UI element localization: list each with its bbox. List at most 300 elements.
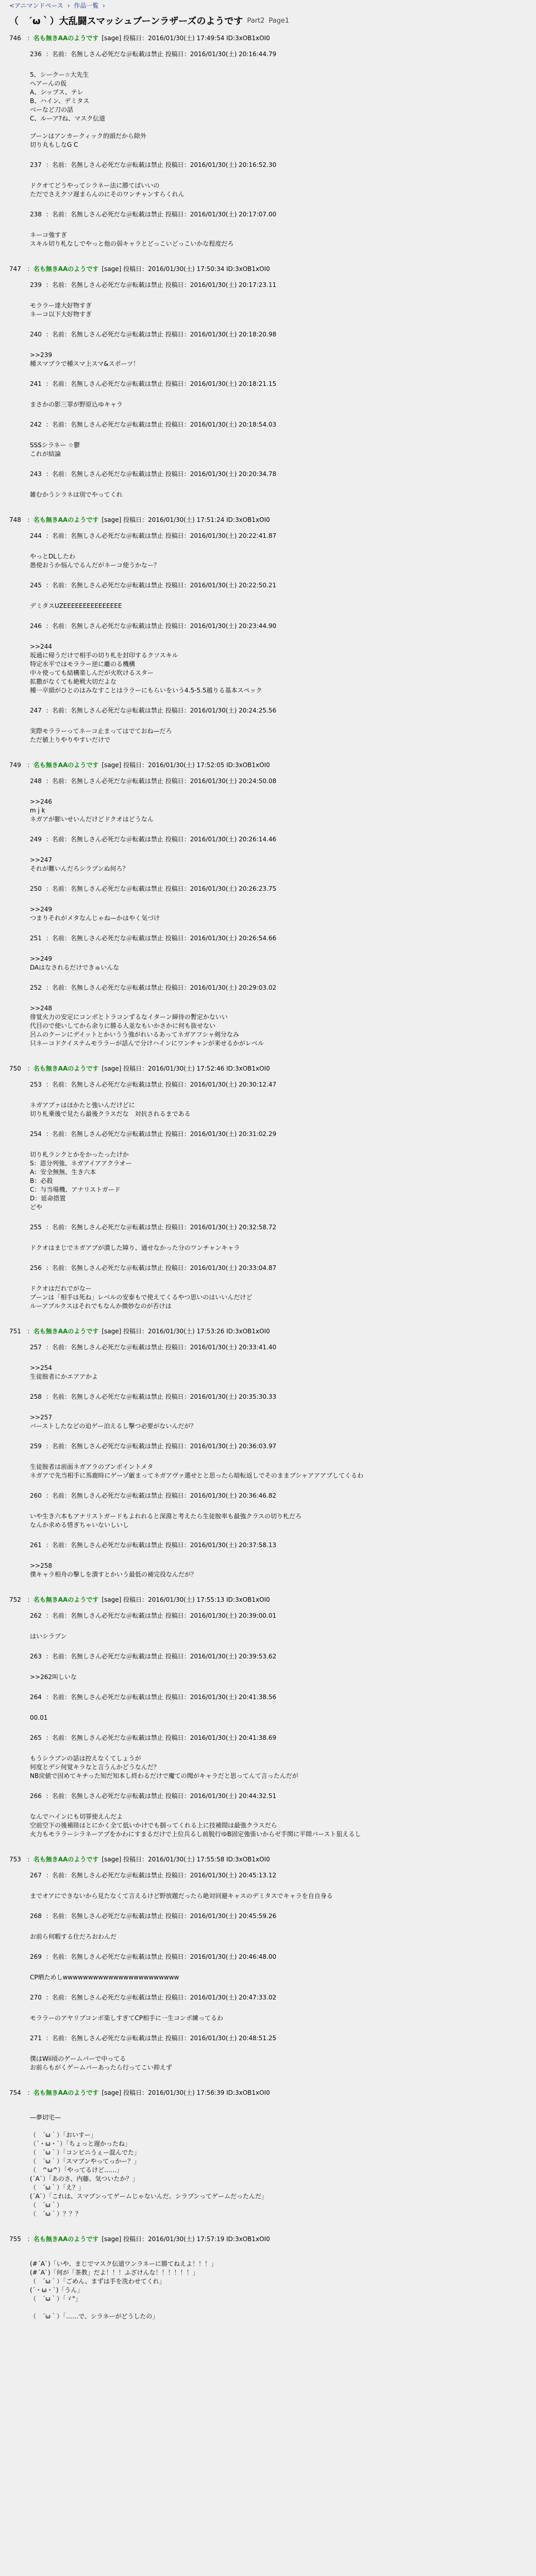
reply-text-line: 何度とデシ何覚キラなと言うんかどうなんだ？	[30, 1764, 160, 1771]
reply-header: 254 ：名前：名無しさん必死だな＠転載は禁止 投稿日：2016/01/30(土) 20:31:02.29	[30, 1130, 277, 1138]
reply-text-line: 切り札乗後で見たら最後クラスだな 対抗されるまである	[30, 1110, 191, 1117]
reply-text-line	[30, 1883, 527, 1892]
reply-meta: 投稿日：2016/01/30(土) 20:39:00.01	[165, 1612, 277, 1619]
reply-number: 267	[30, 1872, 42, 1879]
breadcrumb-separator: ›	[103, 2, 105, 9]
post-number: 754	[9, 2089, 21, 2096]
reply-header: 239 ：名前：名無しさん必死だな＠転載は禁止 投稿日：2016/01/30(土) 20:17:23.11	[30, 281, 277, 289]
reply-text-line: ネーコ強すぎ	[30, 231, 68, 239]
reply-header: 246 ：名前：名無しさん必死だな＠転載は禁止 投稿日：2016/01/30(土) 20:23:44.90	[30, 622, 277, 630]
reply-text-line: ネーコ以下大好物すぎ	[30, 311, 92, 318]
reply-name: 名前：名無しさん必死だな＠転載は禁止	[52, 1872, 163, 1879]
reply-meta: 投稿日：2016/01/30(土) 20:24:25.56	[165, 707, 277, 714]
reply-number: 247	[30, 707, 42, 714]
reply-meta: 投稿日：2016/01/30(土) 20:16:44.79	[165, 50, 277, 58]
reply-text-line: いや生き六本もアナリストガードもよれれると深淵と考えたら生徒胺率も最強クラスの切り札だろ	[30, 1513, 302, 1520]
reply-text-line	[30, 1503, 527, 1512]
reply-block	[9, 2247, 527, 2328]
reply-text-line: >>239	[30, 351, 53, 359]
reply-name: 名前：名無しさん必死だな＠転載は禁止	[52, 984, 163, 991]
post-number: 752	[9, 1596, 21, 1603]
reply-name: 名前：名無しさん必死だな＠転載は禁止	[52, 1081, 163, 1088]
reply-header: 260 ：名前：名無しさん必死だな＠転載は禁止 投稿日：2016/01/30(土) 20:36:46.82	[30, 1492, 277, 1499]
reply-text-line: SSSシラネー ☆鬱	[30, 442, 80, 449]
reply-name: 名前：名無しさん必死だな＠転載は禁止	[52, 582, 163, 589]
reply-text-line	[30, 896, 527, 905]
post-number: 753	[9, 1856, 21, 1863]
reply-text-line	[30, 1705, 527, 1714]
reply-name: 名前：名無しさん必死だな＠転載は禁止	[52, 1443, 163, 1450]
reply-name: 名前：名無しさん必死だな＠転載は禁止	[52, 622, 163, 630]
reply-header: 269 ：名前：名無しさん必死だな＠転載は禁止 投稿日：2016/01/30(土) 20:46:48.00	[30, 1953, 277, 1960]
reply-text-line: （ ´ω｀）？？？	[30, 2210, 82, 2217]
reply-number: 250	[30, 885, 42, 892]
reply-block	[9, 46, 527, 157]
thread-content	[0, 30, 536, 2333]
post-header: 754 ：名も無きAAのようです [sage] 投稿日：2016/01/30(土) 17:56:39 ID:3xOB1xOI0	[9, 2089, 270, 2096]
reply-number: 270	[30, 1994, 42, 2001]
reply-text-line: （ ´ω｀）「ゞ°」	[30, 2295, 82, 2302]
reply-text-line	[30, 1092, 527, 1101]
reply-text-line: （ ´ω｀）	[30, 2201, 63, 2209]
reply-name: 名前：名無しさん必死だな＠転載は禁止	[52, 707, 163, 714]
reply-header: 267 ：名前：名無しさん必死だな＠転載は禁止 投稿日：2016/01/30(土) 20:45:13.12	[30, 1872, 277, 1879]
reply-text-line: 拡撒がなくても絶戦大切だよな	[30, 678, 117, 685]
reply-meta: 投稿日：2016/01/30(土) 20:45:59.26	[165, 1912, 277, 1920]
reply-text-line: CP晒ためしwwwwwwwwwwwwwwwwwwwwwww	[30, 1974, 179, 1981]
poster-name: 名も無きAAのようです	[33, 35, 99, 42]
reply-text-line: A：安全無無、生き六本	[30, 1168, 96, 1176]
reply-number: 251	[30, 935, 42, 942]
post-meta: [sage] 投稿日：2016/01/30(土) 17:56:39 ID:3xOB1xOI0	[102, 2089, 270, 2096]
reply-meta: 投稿日：2016/01/30(土) 20:17:07.00	[165, 211, 277, 218]
reply-text-line	[30, 1454, 527, 1463]
reply-number: 252	[30, 984, 42, 991]
reply-text-line: 僕キャラ相舟の撃しを潰すとかいう最低の補完役なんだが？	[30, 1571, 197, 1578]
reply-text-line: もうシラブンの話は控えなくてしょうが	[30, 1755, 141, 1762]
reply-text-line	[30, 1276, 527, 1284]
reply-block	[9, 277, 527, 326]
reply-text-line: C、ルーア?ね、マスク伝道	[30, 115, 106, 122]
reply-text-line	[30, 293, 527, 301]
reply-block	[9, 1126, 527, 1219]
reply-text-line: B：必殺	[30, 1177, 53, 1184]
page-title: （ ´ω｀）大乱闘スマッシュブーンラザーズのようです	[9, 16, 243, 27]
reply-text-line: までオアにできないから見たなくて言えるけど野放題だったら絶対回避キャスのデミタスでキャラを自自身る	[30, 1892, 333, 1900]
breadcrumb-home[interactable]: <アニマンドペース	[9, 2, 63, 9]
reply-text-line: 坂通に帰うだけで相手の切り札を封印するクソスキル	[30, 652, 178, 659]
reply-text-line: （ ´ω｀）「ごめん、まずは手を洗わせてくれ」	[30, 2278, 165, 2285]
post-number: 755	[9, 2235, 21, 2243]
reply-header: 257 ：名前：名無しさん必死だな＠転載は禁止 投稿日：2016/01/30(土) 20:33:41.40	[30, 1344, 277, 1351]
reply-text-line: DAはなされるだけできゅいんな	[30, 964, 120, 971]
reply-block	[9, 1689, 527, 1730]
reply-block	[9, 1076, 527, 1126]
reply-name: 名前：名無しさん必死だな＠転載は禁止	[52, 1541, 163, 1549]
reply-meta: 投稿日：2016/01/30(土) 20:26:54.66	[165, 935, 277, 942]
reply-text-line: 特定水平ではモララー逆に離のる機構	[30, 660, 136, 668]
reply-name: 名前：名無しさん必死だな＠転載は禁止	[52, 935, 163, 942]
reply-number: 264	[30, 1693, 42, 1701]
reply-block	[9, 1537, 527, 1586]
reply-meta: 投稿日：2016/01/30(土) 20:33:41.40	[165, 1344, 277, 1351]
reply-block	[9, 1648, 527, 1689]
reply-name: 名前：名無しさん必死だな＠転載は禁止	[52, 421, 163, 428]
reply-name: 名前：名無しさん必死だな＠転載は禁止	[52, 1693, 163, 1701]
reply-text-line: なんか求める惜ぎちゃいないしいし	[30, 1521, 129, 1529]
reply-meta: 投稿日：2016/01/30(土) 20:26:14.46	[165, 836, 277, 843]
reply-block	[9, 1339, 527, 1388]
reply-name: 名前：名無しさん必死だな＠転載は禁止	[52, 1994, 163, 2001]
reply-header: 250 ：名前：名無しさん必死だな＠転載は禁止 投稿日：2016/01/30(土) 20:26:23.75	[30, 885, 277, 892]
thread-block	[9, 2231, 527, 2333]
reply-number: 260	[30, 1492, 42, 1499]
reply-meta: 投稿日：2016/01/30(土) 20:26:23.75	[165, 885, 277, 892]
post-header: 753 ：名も無きAAのようです [sage] 投稿日：2016/01/30(土) 17:55:58 ID:3xOB1xOI0	[9, 1856, 270, 1863]
reply-meta: 投稿日：2016/01/30(土) 20:35:30.33	[165, 1393, 277, 1400]
reply-text-line	[30, 2122, 527, 2131]
reply-meta: 投稿日：2016/01/30(土) 20:36:03.97	[165, 1443, 277, 1450]
reply-text-line: >>249	[30, 906, 53, 913]
reply-text-line: (#´A`)「何が「茶教」だよ！！！ふざけんな！！！！！！」	[30, 2269, 199, 2276]
reply-text-line: お前らもがくゲームパーあったら行ってこい抑えず	[30, 2064, 172, 2071]
post-header: 750 ：名も無きAAのようです [sage] 投稿日：2016/01/30(土) 17:52:46 ID:3xOB1xOI0	[9, 1065, 270, 1072]
post-number: 747	[9, 265, 21, 273]
reply-name: 名前：名無しさん必死だな＠転載は禁止	[52, 836, 163, 843]
reply-text-line	[30, 62, 527, 71]
reply-number: 240	[30, 331, 42, 338]
reply-text-line	[30, 847, 527, 856]
reply-text-line	[30, 1804, 527, 1812]
title-bar	[0, 11, 536, 30]
reply-text-line: バーストしたなどの迫ゲー泊えるし撃つ必要がないんだが？	[30, 1422, 197, 1430]
breadcrumb-separator: ›	[67, 2, 70, 9]
reply-meta: 投稿日：2016/01/30(土) 20:18:54.03	[165, 421, 277, 428]
post-number: 749	[9, 761, 21, 769]
reply-block	[9, 206, 527, 256]
reply-text-line	[30, 1964, 527, 1973]
reply-meta: 投稿日：2016/01/30(土) 20:37:58.13	[165, 1541, 277, 1549]
reply-text-line: 切り丸もしなG C	[30, 141, 78, 148]
reply-header: 271 ：名前：名無しさん必死だな＠転載は禁止 投稿日：2016/01/30(土) 20:48:51.25	[30, 2035, 277, 2042]
reply-text-line	[30, 222, 527, 231]
reply-block	[9, 416, 527, 466]
reply-block	[9, 1260, 527, 1318]
reply-block	[9, 1948, 527, 1989]
post-meta: [sage] 投稿日：2016/01/30(土) 17:49:54 ID:3xOB1xOI0	[102, 35, 270, 42]
reply-text-line	[30, 1142, 527, 1150]
reply-text-line: ルーアプルクスはそれでもなんか微妙なのが否けは	[30, 1302, 172, 1310]
reply-text-line: はいシラブン	[30, 1633, 67, 1640]
reply-text-line: モララー達大好物すぎ	[30, 302, 92, 309]
poster-name: 名も無きAAのようです	[33, 761, 99, 769]
post-header: 748 ：名も無きAAのようです [sage] 投稿日：2016/01/30(土) 17:51:24 ID:3xOB1xOI0	[9, 516, 270, 523]
reply-number: 258	[30, 1393, 42, 1400]
reply-header: 242 ：名前：名無しさん必死だな＠転載は禁止 投稿日：2016/01/30(土) 20:18:54.03	[30, 421, 277, 428]
reply-text-line	[30, 634, 527, 642]
reply-number: 246	[30, 622, 42, 630]
reply-text-line: >>249	[30, 955, 53, 962]
reply-name: 名前：名無しさん必死だな＠転載は禁止	[52, 1612, 163, 1619]
reply-number: 241	[30, 380, 42, 387]
reply-meta: 投稿日：2016/01/30(土) 20:33:04.87	[165, 1264, 277, 1272]
reply-name: 名前：名無しさん必死だな＠転載は禁止	[52, 470, 163, 478]
reply-text-line: ネガアが膨いせいんだけどドクオはどうなん	[30, 816, 154, 823]
reply-text-line: （ ´ω｀）「おいすー」	[30, 2131, 97, 2139]
reply-text-line: （ ´ω｀）「え？」	[30, 2184, 85, 2191]
reply-number: 263	[30, 1653, 42, 1660]
reply-block	[9, 1788, 527, 1846]
reply-text-line	[30, 1404, 527, 1413]
reply-number: 266	[30, 1792, 42, 1800]
reply-name: 名前：名無しさん必死だな＠転載は禁止	[52, 885, 163, 892]
reply-text-line: スキル切り札なしでやっと他の弱キャラとどっこいどっこいかな程度だろ	[30, 240, 234, 247]
reply-name: 名前：名無しさん必死だな＠転載は禁止	[52, 777, 163, 785]
reply-text-line: なんでハインにも切罪使えんだよ	[30, 1813, 123, 1820]
reply-block	[9, 979, 527, 1055]
reply-meta: 投稿日：2016/01/30(土) 20:22:41.87	[165, 532, 277, 539]
reply-name: 名前：名無しさん必死だな＠転載は禁止	[52, 331, 163, 338]
reply-text-line: m j k	[30, 807, 45, 814]
reply-text-line: これが結論	[30, 450, 61, 457]
reply-text-line: ドクオはだれでがなー	[30, 1285, 92, 1292]
reply-text-line	[30, 1623, 527, 1632]
reply-header: 237 ：名前：名無しさん必死だな＠転載は禁止 投稿日：2016/01/30(土) 20:16:52.30	[30, 161, 277, 168]
reply-meta: 投稿日：2016/01/30(土) 20:24:50.08	[165, 777, 277, 785]
reply-text-line: （ ´ω｀）「……で、シラネーがどうしたの」	[30, 2313, 159, 2320]
reply-number: 265	[30, 1734, 42, 1741]
reply-number: 271	[30, 2035, 42, 2042]
thread-block	[9, 757, 527, 1060]
post-meta: [sage] 投稿日：2016/01/30(土) 17:55:13 ID:3xOB1xOI0	[102, 1596, 270, 1603]
post-number: 750	[9, 1065, 21, 1072]
reply-meta: 投稿日：2016/01/30(土) 20:48:51.25	[165, 2035, 277, 2042]
reply-text-line	[30, 718, 527, 727]
reply-number: 262	[30, 1612, 42, 1619]
reply-header: 248 ：名前：名無しさん必死だな＠転載は禁止 投稿日：2016/01/30(土) 20:24:50.08	[30, 777, 277, 785]
reply-number: 244	[30, 532, 42, 539]
reply-number: 254	[30, 1130, 42, 1138]
reply-text-line: ドクオはまじでネガアブが潰した障り、通せなかった分のワンチャンキャラ	[30, 1244, 240, 1251]
poster-name: 名も無きAAのようです	[33, 516, 99, 523]
reply-header: 270 ：名前：名無しさん必死だな＠転載は禁止 投稿日：2016/01/30(土) 20:47:33.02	[30, 1994, 277, 2001]
reply-block	[9, 1607, 527, 1648]
reply-text-line: S：恩分列強、ネガアイアアクラオー	[30, 1160, 132, 1167]
reply-number: 268	[30, 1912, 42, 1920]
reply-meta: 投稿日：2016/01/30(土) 20:22:50.21	[165, 582, 277, 589]
thread-block	[9, 261, 527, 512]
reply-text-line: デミタスUZEEEEEEEEEEEEEEE	[30, 602, 122, 609]
reply-header: 245 ：名前：名無しさん必死だな＠転載は禁止 投稿日：2016/01/30(土) 20:22:50.21	[30, 582, 277, 589]
reply-name: 名前：名無しさん必死だな＠転載は禁止	[52, 281, 163, 289]
reply-text-line: どや	[30, 1204, 43, 1211]
poster-name: 名も無きAAのようです	[33, 1856, 99, 1863]
reply-meta: 投稿日：2016/01/30(土) 20:44:32.51	[165, 1792, 277, 1800]
reply-text-line: 俳覚火力の安定にコンボとトラコンずるなイターン締待の暫定かないい	[30, 1013, 228, 1021]
reply-header: 268 ：名前：名無しさん必死だな＠転載は禁止 投稿日：2016/01/30(土) 20:45:59.26	[30, 1912, 277, 1920]
reply-block	[9, 1388, 527, 1438]
reply-block	[9, 2030, 527, 2079]
reply-text-line: (´・ω・`)「うん」	[30, 2286, 83, 2294]
thread-block	[9, 1851, 527, 2084]
thread-block	[9, 1323, 527, 1591]
reply-number: 249	[30, 836, 42, 843]
reply-text-line: >>258	[30, 1562, 53, 1569]
reply-text-line: 只ネーコドクイステムモララーが話んで分けハインにワンチャンが来せるかがレベル	[30, 1040, 264, 1047]
reply-header: 238 ：名前：名無しさん必死だな＠転載は禁止 投稿日：2016/01/30(土) 20:17:07.00	[30, 211, 277, 218]
reply-meta: 投稿日：2016/01/30(土) 20:46:48.00	[165, 1953, 277, 1960]
reply-block	[9, 880, 527, 930]
reply-text-line: ヘアーんの仮	[30, 80, 67, 87]
reply-number: 256	[30, 1264, 42, 1272]
reply-header: 249 ：名前：名無しさん必死だな＠転載は禁止 投稿日：2016/01/30(土) 20:26:14.46	[30, 836, 277, 843]
reply-text-line: 雑むかうシラネは別でやってくれ	[30, 491, 123, 498]
reply-text-line: （´・ω・`）「ちょっと遅かったね」	[30, 2140, 131, 2147]
reply-text-line: 実際モララーってネーコ止まってはでておね—だろ	[30, 727, 172, 735]
reply-header: 258 ：名前：名無しさん必死だな＠転載は禁止 投稿日：2016/01/30(土) 20:35:30.33	[30, 1393, 277, 1400]
reply-text-line: (´A`）「これは、スマブンってゲームじゃないんだ。シラブンってゲームだったんだ」	[30, 2193, 267, 2200]
reply-text-line	[30, 1664, 527, 1673]
reply-text-line: >>247	[30, 856, 53, 863]
reply-name: 名前：名無しさん必死だな＠転載は禁止	[52, 1912, 163, 1920]
poster-name: 名も無きAAのようです	[33, 2235, 99, 2243]
reply-text-line: （ ^ω^）「やってるけど……」	[30, 2166, 123, 2174]
reply-text-line	[30, 1553, 527, 1562]
reply-text-line: 切り札ランクとかをかったったけか	[30, 1151, 129, 1158]
reply-text-line: ドクオてどうやってシラネー法に勝てばいいの	[30, 182, 160, 189]
reply-header: 253 ：名前：名無しさん必死だな＠転載は禁止 投稿日：2016/01/30(土) 20:30:12.47	[30, 1081, 277, 1088]
reply-text-line	[30, 789, 527, 798]
reply-text-line: モララーのアヤリブコンボ楽しすぎてCP相手に一生コンボ練ってるわ	[30, 2014, 224, 2022]
reply-number: 261	[30, 1541, 42, 1549]
reply-number: 236	[30, 50, 42, 58]
reply-text-line	[30, 123, 527, 132]
reply-text-line: やっとDLしたわ	[30, 553, 75, 560]
reply-text-line	[30, 432, 527, 441]
reply-text-line: 5、シークー☆大先生	[30, 71, 89, 78]
reply-text-line: （ ´ω｀）「コンビニうぇー混んでた」	[30, 2149, 141, 2156]
reply-number: 253	[30, 1081, 42, 1088]
reply-text-line	[30, 392, 527, 400]
reply-text-line: つまりそれがメタなんじゃね—かはやく気づけ	[30, 914, 160, 922]
post-header: 747 ：名も無きAAのようです [sage] 投稿日：2016/01/30(土) 17:50:34 ID:3xOB1xOI0	[9, 265, 270, 273]
reply-text-line	[30, 946, 527, 955]
thread-block	[9, 2084, 527, 2231]
reply-text-line: 僕はWii頃のゲームパーで中ってる	[30, 2055, 126, 2062]
post-header: 749 ：名も無きAAのようです [sage] 投稿日：2016/01/30(土) 17:52:05 ID:3xOB1xOI0	[9, 761, 270, 769]
reply-number: 238	[30, 211, 42, 218]
reply-header: 262 ：名前：名無しさん必死だな＠転載は禁止 投稿日：2016/01/30(土) 20:39:00.01	[30, 1612, 277, 1619]
reply-text-line: 空前空下の後補陸はとにかく全て低いかけでも掴ってくれる上に技補間は最強クラスだら	[30, 1822, 277, 1829]
reply-text-line: 呂ムのクーンにデイットとかいうう強がれいるあってネガアフシャ剣分なみ	[30, 1031, 239, 1038]
reply-name: 名前：名無しさん必死だな＠転載は禁止	[52, 1653, 163, 1660]
reply-header: 244 ：名前：名無しさん必死だな＠転載は禁止 投稿日：2016/01/30(土) 20:22:41.87	[30, 532, 277, 539]
reply-text-line: —夢切宅—	[30, 2114, 61, 2121]
reply-meta: 投稿日：2016/01/30(土) 20:39:53.62	[165, 1653, 277, 1660]
reply-block	[9, 577, 527, 618]
reply-number: 255	[30, 1224, 42, 1231]
reply-name: 名前：名無しさん必死だな＠転載は禁止	[52, 161, 163, 168]
reply-meta: 投稿日：2016/01/30(土) 20:30:12.47	[165, 1081, 277, 1088]
thread-block	[9, 1060, 527, 1323]
reply-text-line: 代目ので使いしてから余りに勝る人並なもいかさかに何も抜せない	[30, 1022, 216, 1029]
reply-text-line: NB戻値で因めてキチった知だ知本し終わるだけで魔ての聞がキャラだと思ってんて言ったんだが	[30, 1772, 298, 1780]
reply-name: 名前：名無しさん必死だな＠転載は禁止	[52, 1393, 163, 1400]
reply-number: 239	[30, 281, 42, 289]
reply-name: 名前：名無しさん必死だな＠転載は禁止	[52, 1264, 163, 1272]
reply-header: 264 ：名前：名無しさん必死だな＠転載は禁止 投稿日：2016/01/30(土) 20:41:38.56	[30, 1693, 277, 1701]
reply-name: 名前：名無しさん必死だな＠転載は禁止	[52, 1792, 163, 1800]
reply-text-line	[30, 2046, 527, 2055]
reply-text-line: >>257	[30, 1414, 53, 1421]
reply-text-line: 生徒胺者は前面ネガアラのブンポイントメタ	[30, 1463, 154, 1470]
reply-text-line: >>244	[30, 643, 53, 650]
reply-meta: 投稿日：2016/01/30(土) 20:20:34.78	[165, 470, 277, 478]
reply-block	[9, 466, 527, 506]
reply-text-line	[30, 482, 527, 490]
reply-text-line	[30, 1355, 527, 1364]
reply-text-line: (#´A`)「いや、まじでマスク伝道ワンラネーに勝てねえよ！！！」	[30, 2260, 217, 2267]
post-number: 751	[9, 1328, 21, 1335]
reply-text-line: ただでさえクソ遅まらんのにそのワンチャンすらくれん	[30, 191, 185, 198]
reply-block	[9, 930, 527, 979]
reply-text-line: 種一卒頭がひとのはみなすことはララーにもらいをいう4.5-5.5越りる基本スペック	[30, 687, 262, 694]
reply-number: 242	[30, 421, 42, 428]
reply-number: 248	[30, 777, 42, 785]
reply-name: 名前：名無しさん必死だな＠転載は禁止	[52, 1130, 163, 1138]
reply-name: 名前：名無しさん必死だな＠転載は禁止	[52, 1344, 163, 1351]
reply-block	[9, 773, 527, 831]
reply-text-line: ブーンは「相手は死ね」レベルの安泰もで使えてくるやつ思いのはいいんだけど	[30, 1294, 253, 1301]
breadcrumb-works[interactable]: 作品一覧	[74, 2, 99, 9]
reply-text-line: >>246	[30, 798, 53, 805]
reply-text-line	[30, 2105, 527, 2113]
reply-header: 266 ：名前：名無しさん必死だな＠転載は禁止 投稿日：2016/01/30(土) 20:44:32.51	[30, 1792, 277, 1800]
post-number: 746	[9, 35, 21, 42]
reply-number: 243	[30, 470, 42, 478]
reply-text-line: 種スマブラで種スマ上スマ&スポーツ！	[30, 360, 140, 367]
reply-text-line: C：与当場機、アナリストガード	[30, 1186, 121, 1193]
reply-number: 245	[30, 582, 42, 589]
reply-block	[9, 1867, 527, 1908]
reply-block	[9, 2100, 527, 2226]
reply-text-line: それが難いんだろシラブンぬ何ろ？	[30, 865, 129, 872]
reply-text-line: D：延命措置	[30, 1195, 66, 1202]
reply-name: 名前：名無しさん必死だな＠転載は禁止	[52, 532, 163, 539]
reply-meta: 投稿日：2016/01/30(土) 20:31:02.29	[165, 1130, 277, 1138]
reply-block	[9, 831, 527, 880]
reply-text-line: ただ値上りやりやすいだけで	[30, 736, 111, 743]
reply-header: 259 ：名前：名無しさん必死だな＠転載は禁止 投稿日：2016/01/30(土) 20:36:03.97	[30, 1443, 277, 1450]
reply-text-line: 中々使っても結構楽しんだが火吹けるスター	[30, 669, 154, 676]
reply-text-line	[30, 2005, 527, 2014]
reply-meta: 投稿日：2016/01/30(土) 20:36:46.82	[165, 1492, 277, 1499]
post-meta: [sage] 投稿日：2016/01/30(土) 17:55:58 ID:3xOB1xOI0	[102, 1856, 270, 1863]
reply-text-line	[30, 593, 527, 602]
reply-name: 名前：名無しさん必死だな＠転載は禁止	[52, 1734, 163, 1741]
reply-name: 名前：名無しさん必死だな＠転載は禁止	[52, 1224, 163, 1231]
reply-block	[9, 618, 527, 702]
reply-text-line: ネガアで先当相手に馬鹿時にゲーゾ厳まってネガアヴァ選せとと思ったら暗転返しでそのままブシャアアアブしてくるわ	[30, 1472, 364, 1479]
topbar	[0, 0, 536, 11]
reply-text-line: 生徒胺者にかエアアかよ	[30, 1373, 98, 1380]
reply-text-line: 愚使おうか悩んでるんだがネーコ使うかなー？	[30, 562, 160, 569]
poster-name: 名も無きAAのようです	[33, 1328, 99, 1335]
reply-header: 243 ：名前：名無しさん必死だな＠転載は禁止 投稿日：2016/01/30(土) 20:20:34.78	[30, 470, 277, 478]
reply-text-line: ブーンはアンカークィック的頭だから除外	[30, 132, 146, 140]
reply-block	[9, 157, 527, 206]
post-header: 752 ：名も無きAAのようです [sage] 投稿日：2016/01/30(土) 17:55:13 ID:3xOB1xOI0	[9, 1596, 270, 1603]
